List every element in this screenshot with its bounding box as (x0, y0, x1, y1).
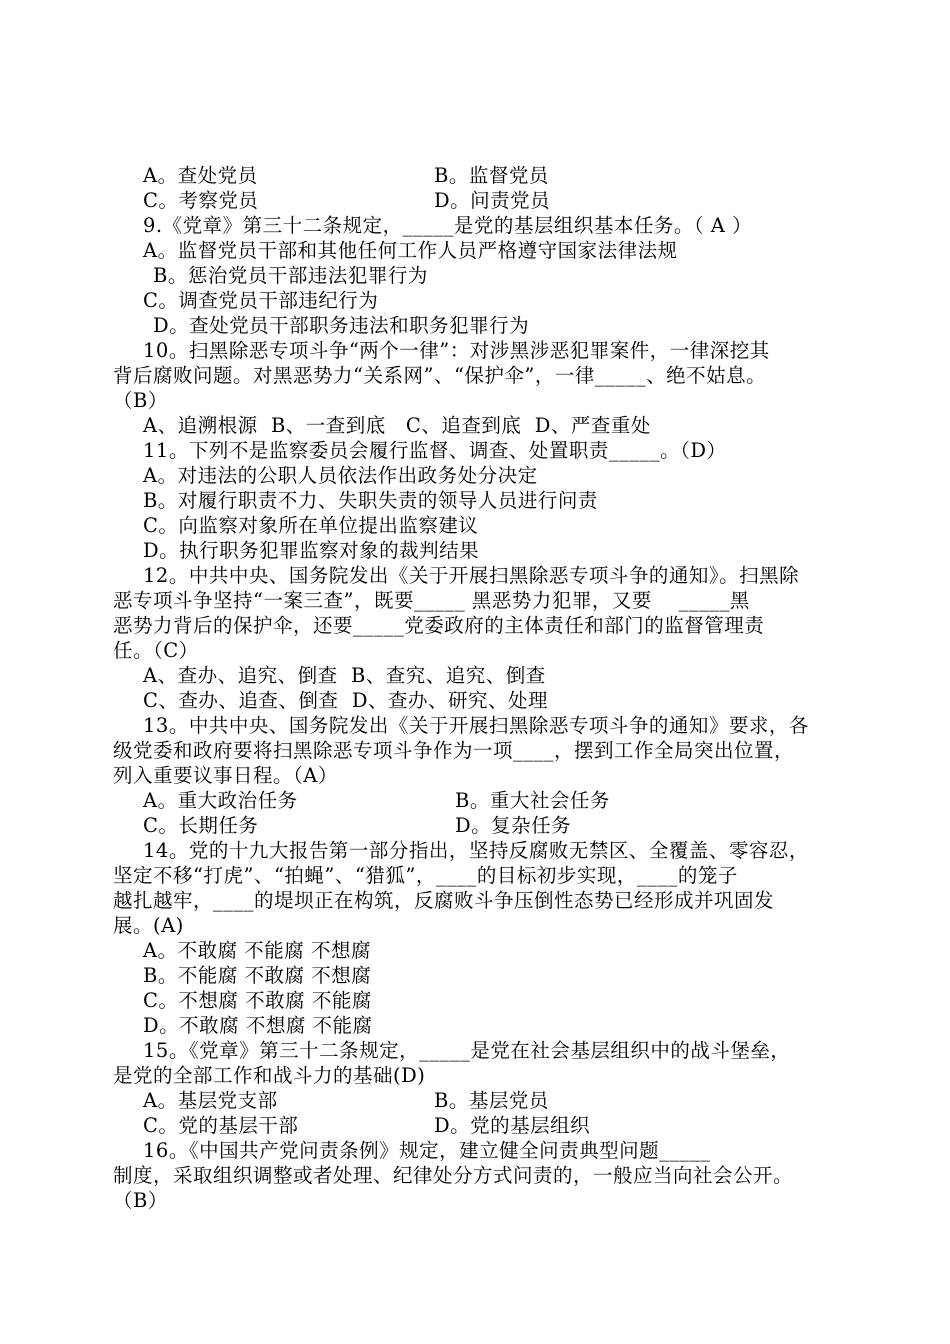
option-d: D。不敢腐 不想腐 不能腐 (143, 1014, 373, 1037)
question-14-line-3: 越扎越牢，____的堤坝正在构筑，反腐败斗争压倒性态势已经形成并巩固发 (113, 889, 775, 912)
option-a: A。基层党支部 (143, 1089, 278, 1112)
question-13-line-1: 13。中共中央、国务院发出《关于开展扫黑除恶专项斗争的通知》要求，各 (143, 714, 809, 737)
option-d: D。问责党员 (434, 189, 551, 212)
question-13-line-2: 级党委和政府要将扫黑除恶专项斗争作为一项____，摆到工作全局突出位置， (113, 739, 795, 762)
question-10-line-1: 10。扫黑除恶专项斗争“两个一律”：对涉黑涉恶犯罪案件，一律深挖其 (143, 339, 770, 362)
option-b: B。惩治党员干部违法犯罪行为 (153, 264, 428, 287)
question-14-line-2: 坚定不移“打虎”、“拍蝇”、“猎狐”，____的目标初步实现，____的笼子 (113, 864, 738, 887)
question-16-line-2: 制度，采取组织调整或者处理、纪律处分方式问责的，一般应当向社会公开。 (113, 1164, 794, 1187)
option-a: A。监督党员干部和其他任何工作人员严格遵守国家法律法规 (143, 239, 678, 262)
question-10-line-2: 背后腐败问题。对黑恶势力“关系网”、“保护伞”，一律_____、绝不姑息。 (113, 364, 767, 387)
option-c: C。长期任务 (143, 814, 259, 837)
option-c: C。考察党员 (143, 189, 259, 212)
question-12-options-2: C、查办、追查、倒查 D、查办、研究、处理 (143, 689, 548, 712)
option-d: D。党的基层组织 (434, 1114, 591, 1137)
option-d: D。复杂任务 (455, 814, 572, 837)
question-16-answer: （B） (113, 1189, 168, 1212)
question-12-line-1: 12。中共中央、国务院发出《关于开展扫黑除恶专项斗争的通知》。扫黑除 (143, 564, 800, 587)
option-b: B。监督党员 (434, 164, 549, 187)
option-b: B。基层党员 (434, 1089, 549, 1112)
option-d: D。执行职务犯罪监察对象的裁判结果 (143, 539, 480, 562)
question-16-line-1: 16。《中国共产党问责条例》规定，建立健全问责典型问题_____ (143, 1139, 711, 1162)
question-12-line-2: 恶专项斗争坚持“一案三查”，既要_____ 黑恶势力犯罪，又要 _____黑 (113, 589, 750, 612)
question-13-line-3: 列入重要议事日程。（A） (113, 764, 338, 787)
question-15-line-2: 是党的全部工作和战斗力的基础(D) (113, 1064, 426, 1087)
option-b: B。不能腐 不敢腐 不想腐 (143, 964, 372, 987)
option-a: A。查处党员 (143, 164, 258, 187)
option-b: B。对履行职责不力、失职失责的领导人员进行问责 (143, 489, 598, 512)
option-a: A。不敢腐 不能腐 不想腐 (143, 939, 371, 962)
question-9: 9.《党章》第三十二条规定，_____是党的基层组织基本任务。（ A ） (143, 214, 753, 237)
question-10-options: A、追溯根源 B、一查到底 C、追查到底 D、严查重处 (143, 414, 651, 437)
option-c: C。党的基层干部 (143, 1114, 299, 1137)
question-12-line-3: 恶势力背后的保护伞，还要_____党委政府的主体责任和部门的监督管理责 (113, 614, 765, 637)
option-d: D。查处党员干部职务违法和职务犯罪行为 (153, 314, 530, 337)
question-12-options-1: A、查办、追究、倒查 B、查究、追究、倒查 (143, 664, 546, 687)
question-11: 11。下列不是监察委员会履行监督、调查、处置职责_____。（D） (143, 439, 727, 462)
option-c: C。不想腐 不敢腐 不能腐 (143, 989, 372, 1012)
question-12-line-4: 任。（C） (113, 639, 199, 662)
question-14-line-1: 14。党的十九大报告第一部分指出，坚持反腐败无禁区、全覆盖、零容忍， (143, 839, 809, 862)
option-b: B。重大社会任务 (455, 789, 610, 812)
option-a: A。重大政治任务 (143, 789, 298, 812)
question-14-line-4: 展。(A) (113, 914, 184, 937)
option-c: C。向监察对象所在单位提出监察建议 (143, 514, 479, 537)
question-10-answer: （B） (113, 389, 168, 412)
option-c: C。调查党员干部违纪行为 (143, 289, 379, 312)
question-15-line-1: 15。《党章》第三十二条规定，_____是党在社会基层组织中的战斗堡垒， (143, 1039, 791, 1062)
option-a: A。对违法的公职人员依法作出政务处分决定 (143, 464, 538, 487)
